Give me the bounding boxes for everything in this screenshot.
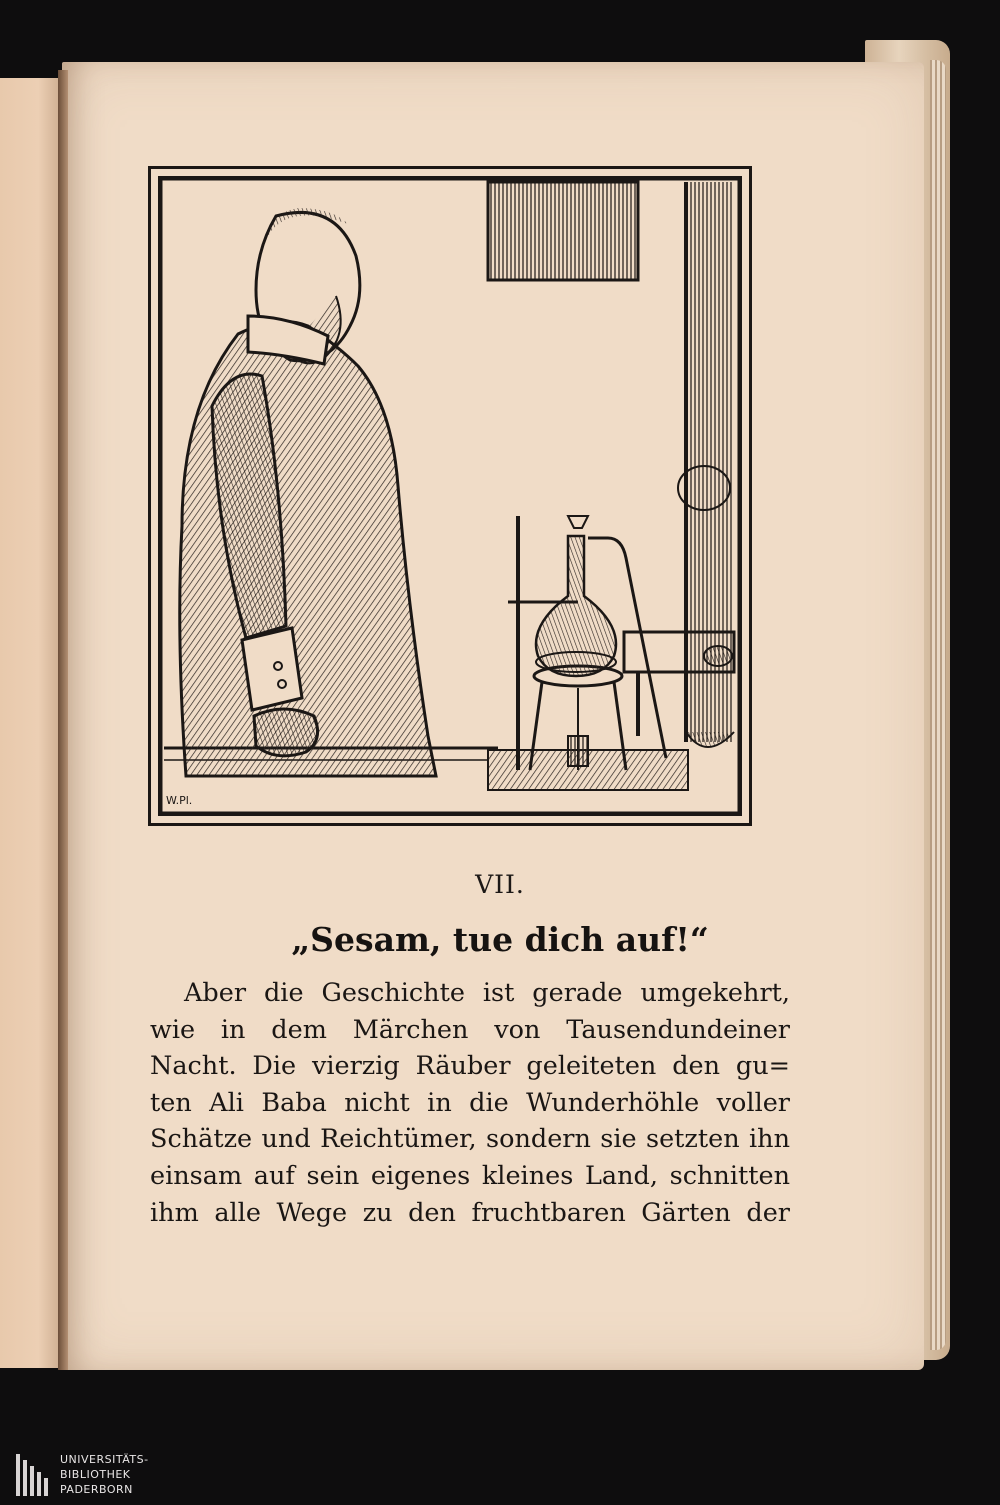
body-text <box>150 975 790 1231</box>
body-line: Aber die Geschichte ist gerade umgekehrt, <box>184 978 790 1008</box>
illustration-drawing <box>158 176 742 816</box>
body-line: Nacht. Die vierzig Räuber geleiteten den gu= <box>150 1051 790 1082</box>
chapter-title: „Sesam, tue dich auf!“ <box>291 920 709 959</box>
library-logo-icon <box>16 1454 50 1496</box>
illustration-frame <box>148 166 752 826</box>
library-logo <box>16 1448 176 1500</box>
logo-line-2: BIBLIOTHEK <box>60 1468 131 1481</box>
illustration-signature: W.Pl. <box>166 794 193 807</box>
library-logo-text <box>60 1452 149 1497</box>
body-line: einsam auf sein eigenes kleines Land, schnitten <box>150 1160 790 1191</box>
body-line: ten Ali Baba nicht in die Wunderhöhle voller <box>150 1087 790 1118</box>
body-line: wie in dem Märchen von Tausendundeiner <box>150 1014 790 1045</box>
left-page-edge <box>0 78 64 1368</box>
page-stack-edge <box>930 60 946 1350</box>
book-gutter <box>58 70 68 1370</box>
logo-line-1: UNIVERSITÄTS- <box>60 1453 149 1466</box>
body-line: ihm alle Wege zu den fruchtbaren Gärten der <box>150 1197 790 1228</box>
body-line: Schätze und Reichtümer, sondern sie setzten ihn <box>150 1124 790 1155</box>
chapter-number: VII. <box>475 870 525 899</box>
logo-line-3: PADERBORN <box>60 1483 133 1496</box>
